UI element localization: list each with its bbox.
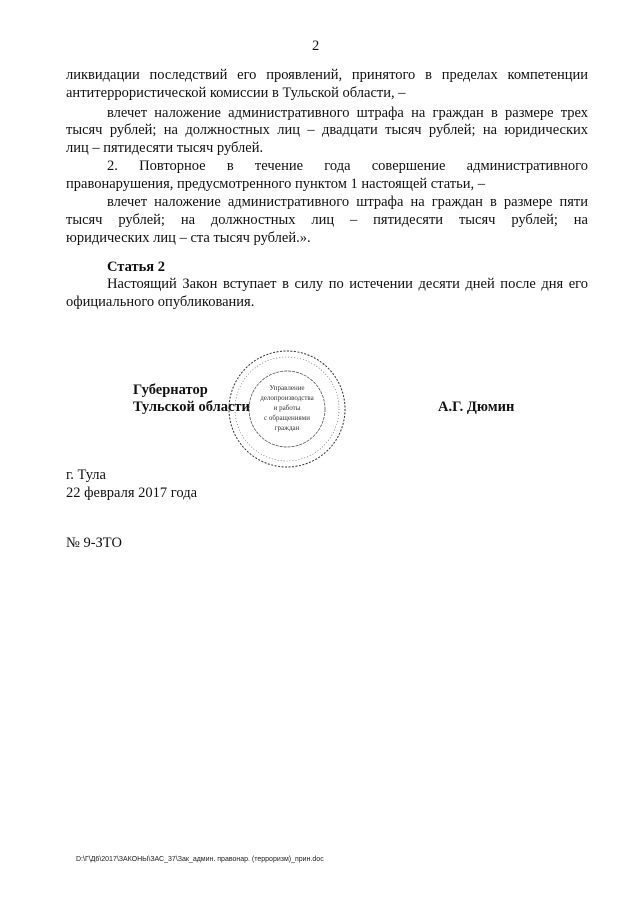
paragraph-line: юридических лиц – ста тысяч рублей.». xyxy=(66,230,311,246)
law-number: № 9-ЗТО xyxy=(66,535,122,551)
stamp-text-line: Управление xyxy=(269,384,305,392)
signatory-position: Губернатор xyxy=(133,382,208,398)
footer-file-path: D:\Г\Д6\2017\ЗАКОНЫ\ЗАС_37\Зак_админ. правонар. (терроризм)_прин.doc xyxy=(76,856,324,863)
signatory-position: Тульской области xyxy=(133,399,250,415)
stamp-text-line: граждан xyxy=(274,424,300,432)
place: г. Тула xyxy=(66,467,106,483)
paragraph-line: влечет наложение административного штрафа на граждан в размере пяти xyxy=(107,194,588,210)
paragraph-line: ликвидации последствий его проявлений, принятого в пределах компетенции xyxy=(66,67,588,83)
paragraph-line: тысяч рублей; на должностных лиц – пятидесяти тысяч рублей; на xyxy=(66,212,588,228)
signatory-name: А.Г. Дюмин xyxy=(438,399,515,415)
paragraph-line: тысяч рублей; на должностных лиц – двадцати тысяч рублей; на юридических xyxy=(66,122,588,138)
article-heading: Статья 2 xyxy=(107,259,165,275)
paragraph-line: Настоящий Закон вступает в силу по истечении десяти дней после дня его xyxy=(107,276,588,292)
paragraph-line: 2. Повторное в течение года совершение административного xyxy=(107,158,588,174)
stamp-text-line: делопроизводства xyxy=(260,394,314,402)
page-number: 2 xyxy=(312,38,320,54)
stamp-text-line: и работы xyxy=(273,404,301,412)
paragraph-line: лиц – пятидесяти тысяч рублей. xyxy=(66,140,264,156)
stamp-text-line: с обращениями xyxy=(264,414,310,422)
paragraph-line: официального опубликования. xyxy=(66,294,255,310)
paragraph-line: правонарушения, предусмотренного пунктом 1 настоящей статьи, – xyxy=(66,176,486,192)
paragraph-line: влечет наложение административного штрафа на граждан в размере трех xyxy=(107,105,588,121)
date: 22 февраля 2017 года xyxy=(66,485,198,501)
paragraph-line: антитеррористической комиссии в Тульской области, – xyxy=(66,85,406,101)
